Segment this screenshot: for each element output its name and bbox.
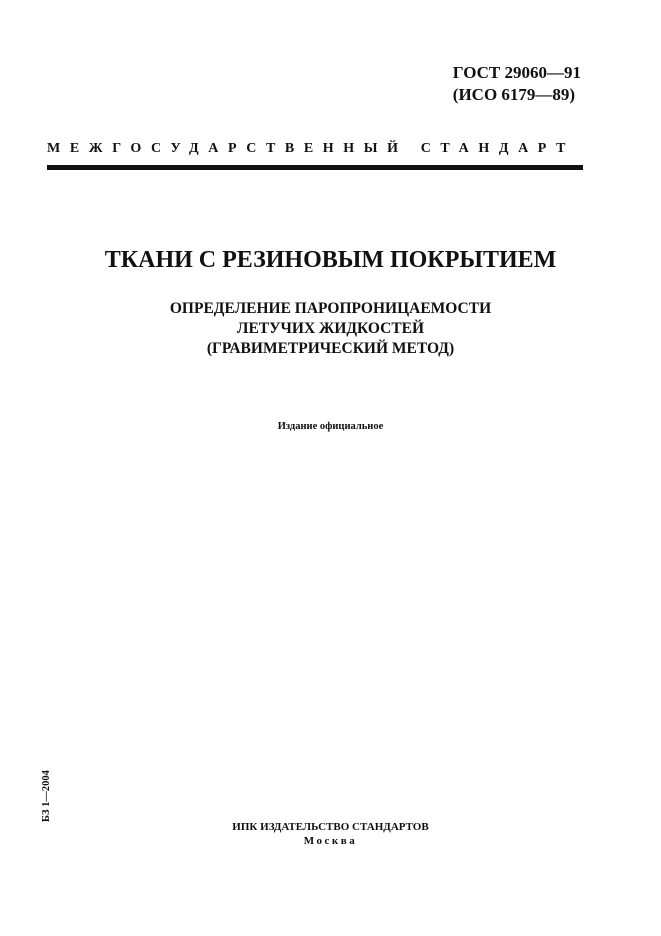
standard-number-block [453, 62, 581, 106]
publisher-name: ИПК ИЗДАТЕЛЬСТВО СТАНДАРТОВ [232, 821, 429, 833]
edition-label: Издание официальное [277, 421, 384, 432]
subtitle-line-1: ОПРЕДЕЛЕНИЕ ПАРОПРОНИЦАЕМОСТИ [169, 300, 492, 317]
document-subtitle [0, 299, 661, 359]
publisher-city: Москва [303, 835, 358, 847]
side-print-code: БЗ 1—2004 [41, 770, 52, 822]
subtitle-line-3: (ГРАВИМЕТРИЧЕСКИЙ МЕТОД) [206, 340, 455, 357]
header-rule [47, 165, 583, 170]
iso-number: (ИСО 6179—89) [452, 85, 576, 104]
subtitle-line-2: ЛЕТУЧИХ ЖИДКОСТЕЙ [236, 320, 425, 337]
gost-number: ГОСТ 29060—91 [452, 63, 581, 82]
document-title: ТКАНИ С РЕЗИНОВЫМ ПОКРЫТИЕМ [104, 247, 557, 273]
publisher-block [0, 820, 661, 848]
interstate-standard-banner: МЕЖГОСУДАРСТВЕННЫЙ СТАНДАРТ [47, 141, 576, 156]
